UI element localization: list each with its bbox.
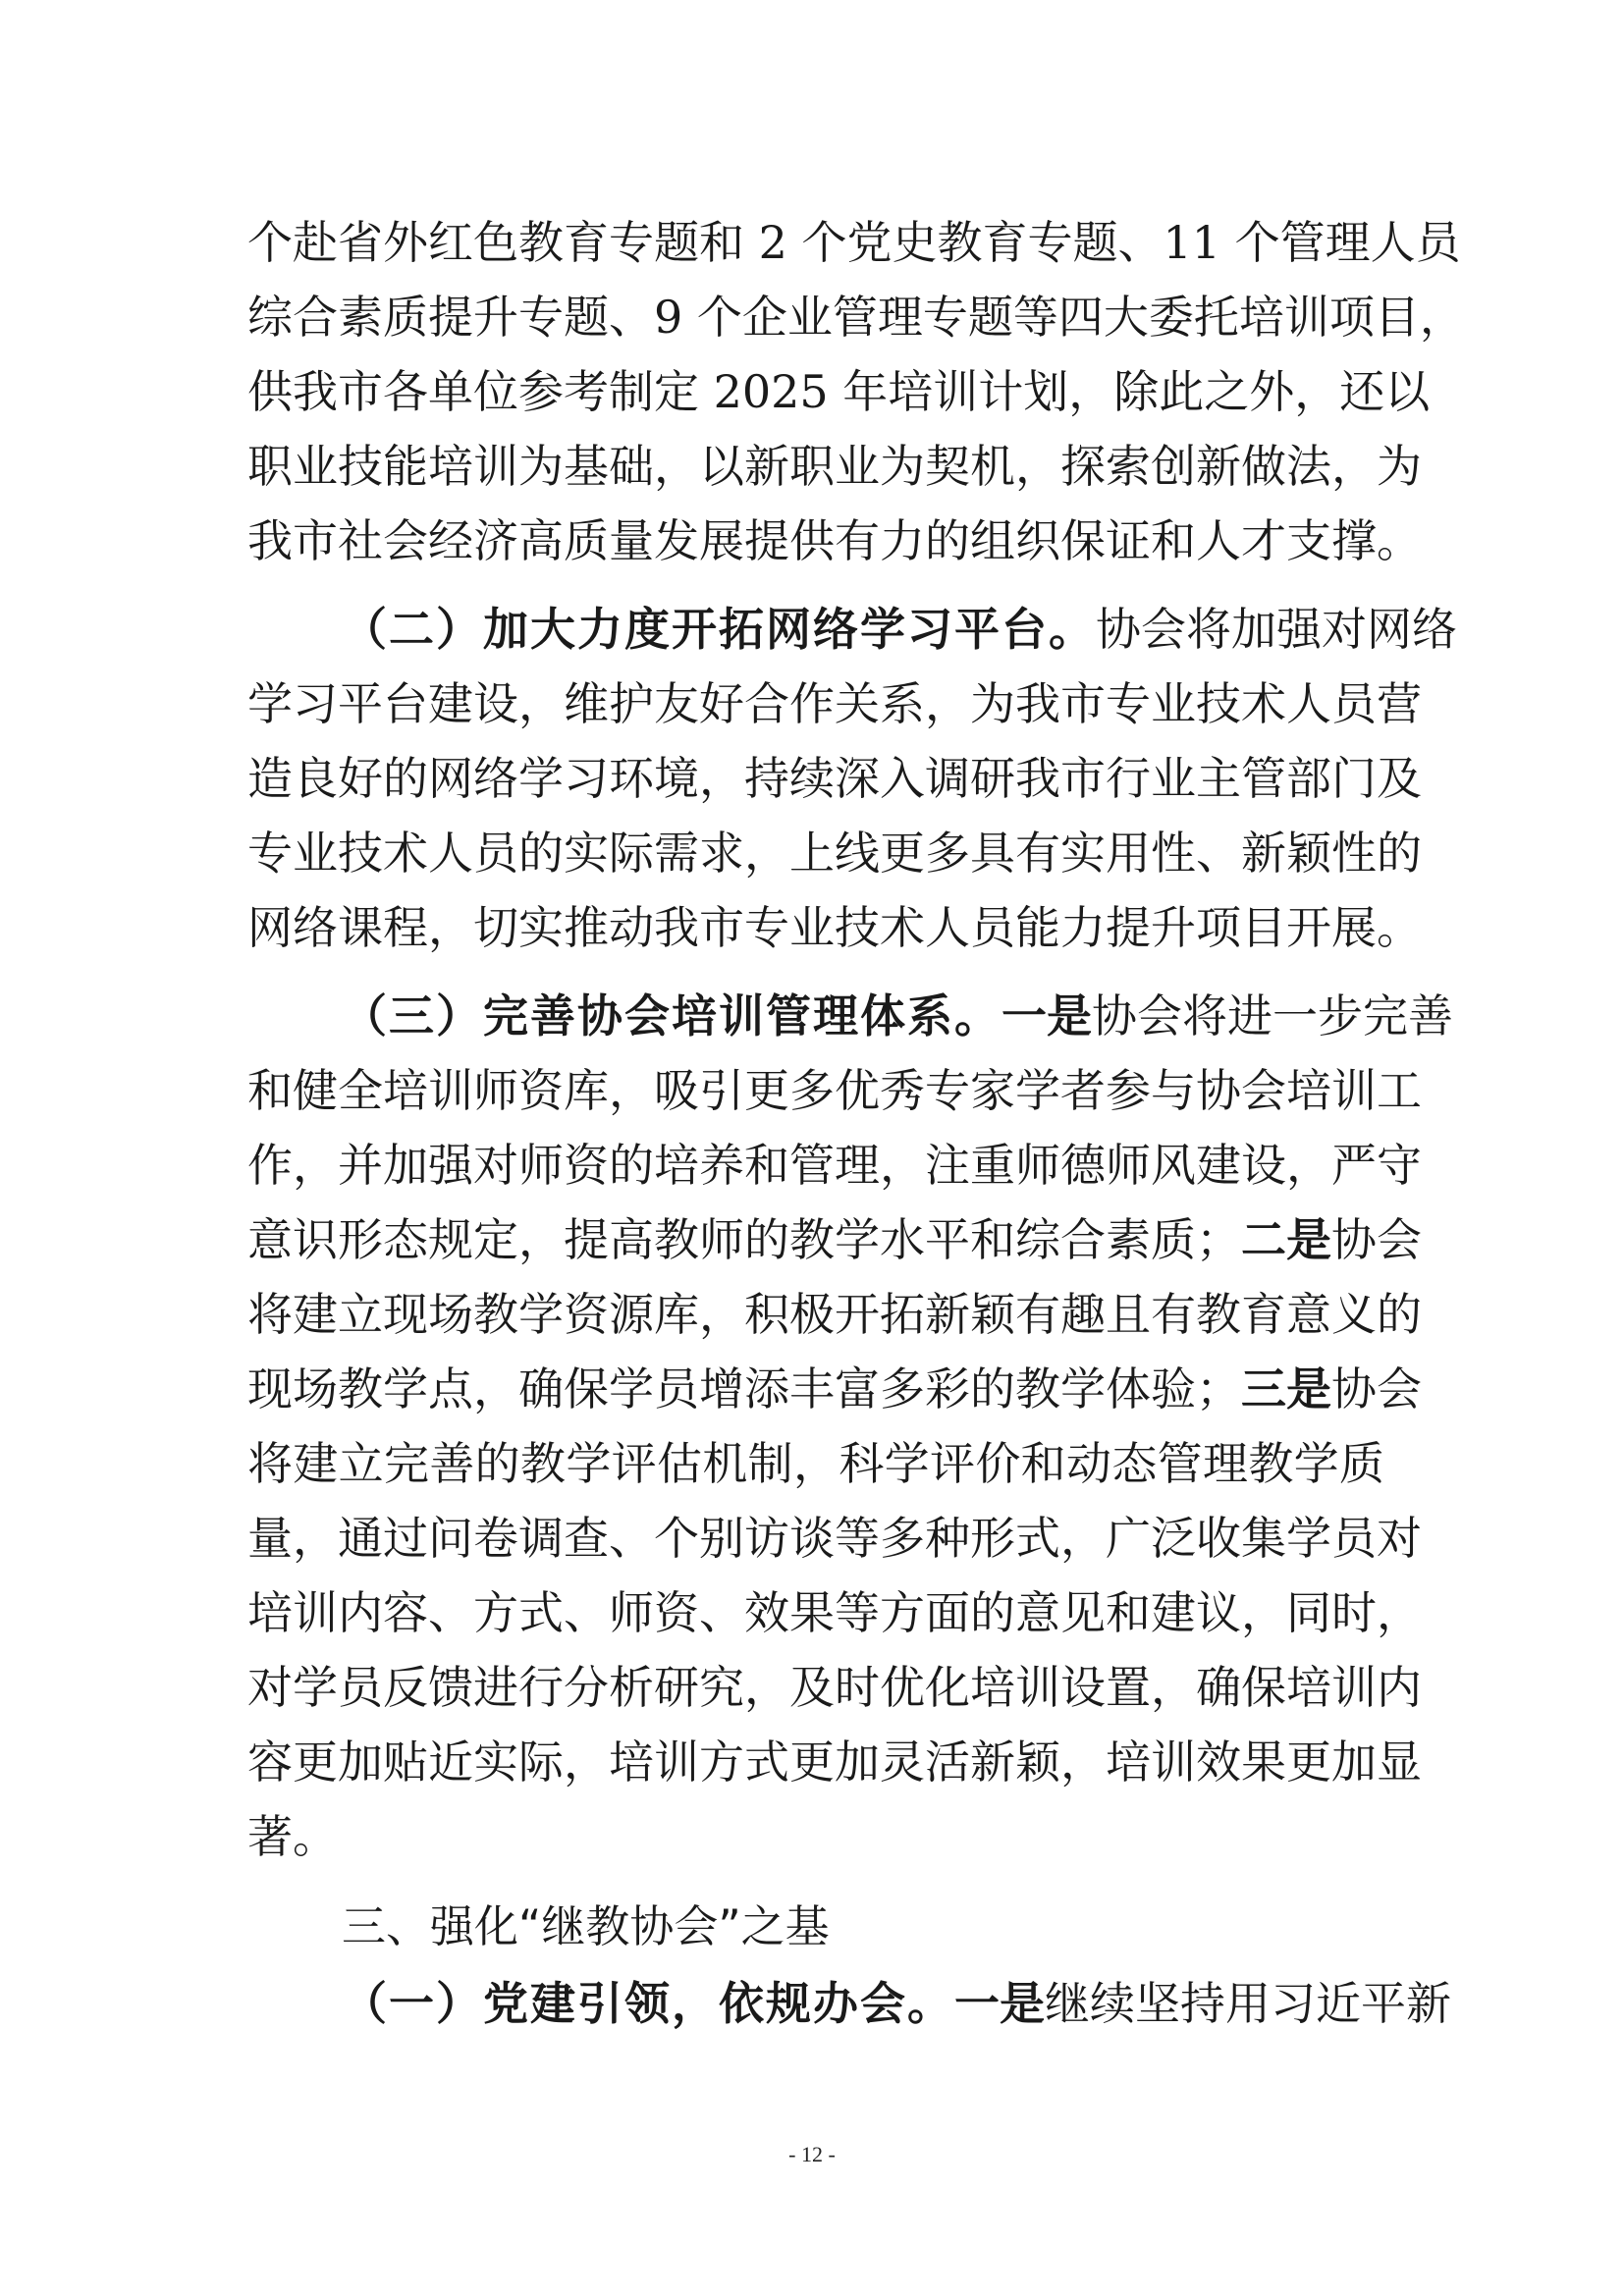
point-marker-third: 三是 [1241,1362,1331,1415]
point-marker-first: 一是 [1001,989,1092,1042]
part-3-heading: 三、强化“继教协会”之基 [342,1900,830,1952]
paragraph-line: 综合素质提升专题、9 个企业管理专题等四大委托培训项目， [247,291,1465,344]
part-3-lead-text: 继续坚持用习近平新 [1045,1977,1451,2030]
paragraph-line: 将建立完善的教学评估机制，科学评价和动态管理教学质 [247,1437,1384,1490]
paragraph-line: 职业技能培训为基础，以新职业为契机，探索创新做法，为 [247,440,1422,493]
paragraph-line: 个赴省外红色教育专题和 2 个党史教育专题、11 个管理人员 [247,216,1461,269]
paragraph-line: 量，通过问卷调查、个别访谈等多种形式，广泛收集学员对 [247,1512,1422,1565]
paragraph-line: 造良好的网络学习环境，持续深入调研我市行业主管部门及 [247,752,1422,805]
page-number: - 12 - [788,2142,836,2166]
paragraph-line [247,1202,1422,1277]
paragraph-line: 容更加贴近实际，培训方式更加灵活新颖，培训效果更加显 [247,1735,1422,1789]
section-3-lead-text: 协会将进一步完善 [1092,989,1453,1042]
section-3-heading: （三）完善协会培训管理体系。 [342,989,1001,1042]
paragraph-line: 专业技术人员的实际需求，上线更多具有实用性、新颖性的 [247,827,1422,880]
part-3-lead-line [342,1966,1451,2041]
section-2-heading: （二）加大力度开拓网络学习平台。 [342,603,1096,656]
paragraph-line: 对学员反馈进行分析研究，及时优化培训设置，确保培训内 [247,1661,1422,1714]
paragraph-line: 著。 [247,1810,338,1863]
point-marker-second: 二是 [1241,1213,1331,1266]
line-text: 协会 [1331,1362,1422,1415]
paragraph-line: 培训内容、方式、师资、效果等方面的意见和建议，同时， [247,1586,1422,1639]
part-3-sub-heading: （一）党建引领，依规办会。 [342,1977,954,2030]
paragraph-line [247,1352,1422,1426]
section-3-lead-line [342,979,1453,1053]
paragraph-line: 和健全培训师资库，吸引更多优秀专家学者参与协会培训工 [247,1064,1422,1117]
line-text: 现场教学点，确保学员增添丰富多彩的教学体验； [247,1362,1241,1415]
paragraph-line: 作，并加强对师资的培养和管理，注重师德师风建设，严守 [247,1139,1422,1192]
paragraph-line: 网络课程，切实推动我市专业技术人员能力提升项目开展。 [247,901,1422,954]
section-2-lead-line [342,592,1457,667]
paragraph-line: 供我市各单位参考制定 2025 年培训计划，除此之外，还以 [247,365,1431,418]
line-text: 协会 [1331,1213,1422,1266]
section-2-lead-text: 协会将加强对网络 [1096,603,1457,656]
paragraph-line: 将建立现场教学资源库，积极开拓新颖有趣且有教育意义的 [247,1288,1422,1341]
line-text: 意识形态规定，提高教师的教学水平和综合素质； [247,1213,1241,1266]
paragraph-line: 我市社会经济高质量发展提供有力的组织保证和人才支撑。 [247,514,1422,567]
paragraph-line: 学习平台建设，维护友好合作关系，为我市专业技术人员营 [247,677,1422,730]
point-marker-first: 一是 [954,1977,1045,2030]
